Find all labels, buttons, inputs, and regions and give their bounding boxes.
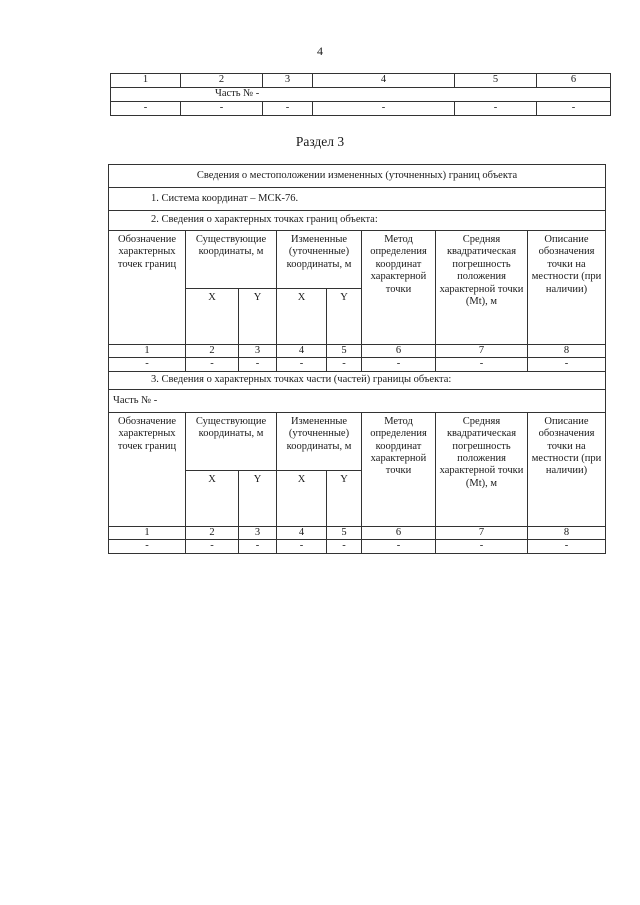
section-2-heading: 2. Сведения о характерных точках границ объекта: <box>109 211 606 231</box>
header-designation: Обозначение характерных точек границ <box>109 412 186 526</box>
header-error: Средняя квадратическая погрешность положения характерной точки (Mt), м <box>436 231 528 345</box>
part-label: Часть № - <box>109 389 606 412</box>
col-num: 2 <box>181 74 263 88</box>
dash-cell: - <box>537 102 611 116</box>
header-designation: Обозначение характерных точек границ <box>109 231 186 345</box>
dash-cell: - <box>528 358 606 371</box>
part-row <box>111 88 611 102</box>
page-number: 4 <box>317 44 323 58</box>
col-num: 2 <box>186 345 239 358</box>
dash-cell: - <box>455 102 537 116</box>
col-num: 1 <box>109 526 186 539</box>
part-row <box>109 389 606 412</box>
col-num: 6 <box>362 526 436 539</box>
boundary-points-table <box>108 164 606 554</box>
section-2-row <box>109 211 606 231</box>
section-3-heading: 3. Сведения о характерных точках части (частей) границы объекта: <box>109 371 606 389</box>
dash-cell: - <box>436 540 528 553</box>
dash-cell: - <box>362 540 436 553</box>
section-title: Раздел 3 <box>295 134 345 149</box>
header-description: Описание обозначения точки на местности (при наличии) <box>528 231 606 345</box>
header-changed: Измененные (уточненные) координаты, м <box>277 231 362 289</box>
col-num: 4 <box>277 345 327 358</box>
dash-cell: - <box>277 358 327 371</box>
header-existing: Существующие координаты, м <box>186 412 277 470</box>
dash-cell: - <box>327 540 362 553</box>
column-numbers-row <box>109 345 606 358</box>
header-x: X <box>277 289 327 345</box>
header-method: Метод определения координат характерной точки <box>362 231 436 345</box>
header-y: Y <box>239 470 277 526</box>
dash-cell: - <box>263 102 313 116</box>
col-num: 6 <box>537 74 611 88</box>
dash-cell: - <box>109 540 186 553</box>
col-num: 6 <box>362 345 436 358</box>
dash-cell: - <box>313 102 455 116</box>
col-num: 7 <box>436 526 528 539</box>
dash-row <box>109 540 606 553</box>
table-title-row <box>109 165 606 188</box>
dash-row <box>109 358 606 371</box>
header-description: Описание обозначения точки на местности (при наличии) <box>528 412 606 526</box>
dash-cell: - <box>111 102 181 116</box>
col-num: 7 <box>436 345 528 358</box>
header-y: Y <box>327 470 362 526</box>
part-label: Часть № - <box>111 88 611 102</box>
col-num: 8 <box>528 526 606 539</box>
previous-table-fragment <box>110 73 611 116</box>
column-numbers-row <box>109 526 606 539</box>
col-num: 4 <box>277 526 327 539</box>
header-existing: Существующие координаты, м <box>186 231 277 289</box>
header-row <box>109 412 606 470</box>
dash-cell: - <box>186 358 239 371</box>
col-num: 1 <box>109 345 186 358</box>
col-num: 5 <box>327 526 362 539</box>
dash-cell: - <box>436 358 528 371</box>
dash-cell: - <box>362 358 436 371</box>
col-num: 4 <box>313 74 455 88</box>
table-title: Сведения о местоположении измененных (уточненных) границ объекта <box>109 165 606 188</box>
header-row <box>109 231 606 289</box>
dash-row <box>111 102 611 116</box>
col-num: 1 <box>111 74 181 88</box>
col-num: 5 <box>455 74 537 88</box>
dash-cell: - <box>239 358 277 371</box>
dash-cell: - <box>327 358 362 371</box>
dash-cell: - <box>181 102 263 116</box>
header-changed: Измененные (уточненные) координаты, м <box>277 412 362 470</box>
dash-cell: - <box>277 540 327 553</box>
dash-cell: - <box>239 540 277 553</box>
dash-cell: - <box>528 540 606 553</box>
header-x: X <box>186 470 239 526</box>
header-y: Y <box>327 289 362 345</box>
col-num: 5 <box>327 345 362 358</box>
header-method: Метод определения координат характерной точки <box>362 412 436 526</box>
col-num: 3 <box>263 74 313 88</box>
coordinate-system-row <box>109 188 606 211</box>
header-error: Средняя квадратическая погрешность положения характерной точки (Mt), м <box>436 412 528 526</box>
col-num: 3 <box>239 345 277 358</box>
header-y: Y <box>239 289 277 345</box>
section-3-row <box>109 371 606 389</box>
coordinate-system: 1. Система координат – МСК-76. <box>109 188 606 211</box>
col-num: 2 <box>186 526 239 539</box>
col-num: 3 <box>239 526 277 539</box>
dash-cell: - <box>186 540 239 553</box>
col-num: 8 <box>528 345 606 358</box>
header-x: X <box>186 289 239 345</box>
column-numbers-row <box>111 74 611 88</box>
header-x: X <box>277 470 327 526</box>
dash-cell: - <box>109 358 186 371</box>
